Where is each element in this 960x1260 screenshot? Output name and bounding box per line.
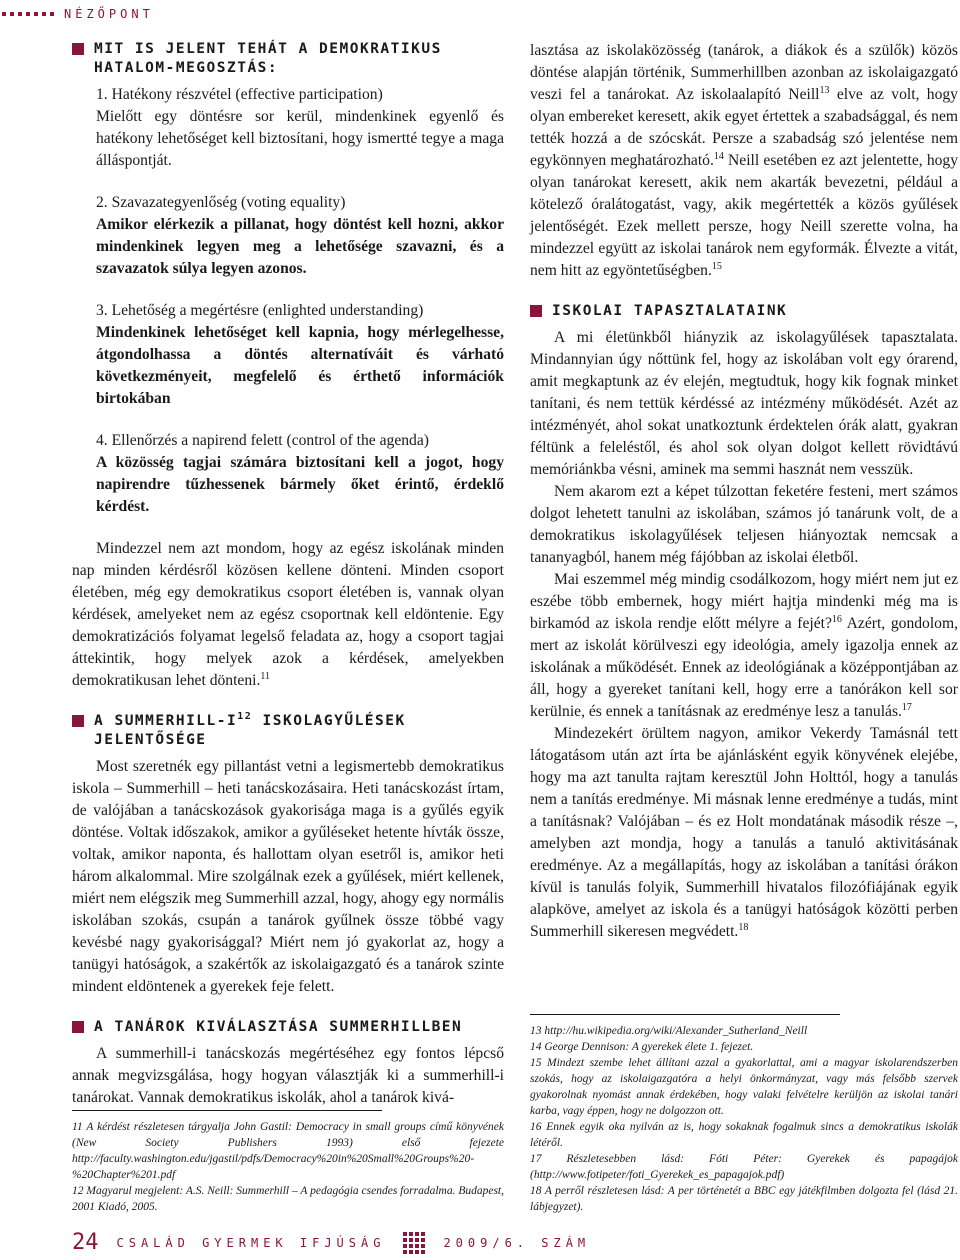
dot (50, 12, 54, 16)
footnote: 16 Ennek egyik oka nyilván az is, hogy sokaknak fogalmuk sincs a demokratikus iskolák létéről. (530, 1121, 958, 1149)
heading-school-experiences (530, 302, 958, 321)
criterion-2-body: Amikor elérkezik a pillanat, hogy döntést kell hozni, akkor mindenkinek legyen meg a lehetősége szavazni, és a szavazatok súlya legyen azonos. (96, 216, 504, 277)
heading-summerhill-meetings (72, 712, 504, 750)
footnote-ref: 11 (260, 670, 271, 682)
criterion-2-title: 2. Szavazategyenlőség (voting equality) (96, 194, 346, 211)
section-title: NÉZŐPONT (64, 7, 154, 21)
footnote-ref: 18 (738, 921, 749, 933)
issue-number: 2009/6. SZÁM (443, 1235, 591, 1250)
page-number: 24 (72, 1230, 99, 1255)
journal-title: CSALÁD GYERMEK IFJÚSÁG (116, 1235, 386, 1250)
footnote: 15 Mindezt szembe lehet állítani azzal a gyakorlattal, ami a magyar iskolarendszerben szokás, hogy az iskolaigazgatóra a helyi önkormányzat, vagy más felsőbb szervek gyakorolnak nyomást annak érdekében, hogy valaki felvételre kerüljön az iskolai tanári karba, vagy éppen, hogy ne dolgozzon ott. (530, 1057, 958, 1117)
body-paragraph: Nem akarom ezt a képet túlzottan feketére festeni, mert számos dolgot lehetett tanulni az iskolában, számos jó tanárunk volt, de a demokratikus iskolagyűlések teljesen hiányoztak nemcsak a tananyagból, hanem még fájóbban az iskolai életből. (530, 483, 958, 566)
footnote-ref: 15 (711, 260, 722, 272)
grid-logo-icon (403, 1232, 425, 1254)
criterion-3-title: 3. Lehetőség a megértésre (enlighted understanding) (96, 302, 424, 319)
criterion-4-body: A közösség tagjai számára biztosítani kell a jogot, hogy napirendre tűzhessenek bármely őket érintő, érdeklő kérdést. (96, 454, 504, 515)
body-paragraph: lasztása az iskolaközösség (tanárok, a diákok és a szülők) közös döntése alapján történik, Summerhillben azonban az iskolaigazgató veszi fel a tanárokat. Az iskolaalapító Neill$^{13}$ elve az volt, hogy olyan embereket keresett, akik egyet értettek a szabadsággal, és nem tették hozzá a de szócskát. Persze a szabadság szó jelentése nem egykönnyen meghatározható.$^{14}$ Neill esetében ez azt jelentette, hogy olyan tanárokat keresett, akik nem akarták bevezetni, például a kötelező óralátogatást, vagy, akik megértették a közös gyűlések jelentőségét. Ezek mellett persze, hogy Neill szerette volna, ha mindezzel együtt az iskolai tanárok nem egyformák. Élvezte a vitát, nem hitt az egyöntetűségben.$^{15}$ (530, 42, 959, 279)
heading-teacher-selection (72, 1018, 504, 1037)
heading-text: A TANÁROK KIVÁLASZTÁSA SUMMERHILLBEN (94, 1019, 463, 1035)
heading-text: ISKOLAI TAPASZTALATAINK (552, 303, 788, 319)
footnote: 14 George Dennison: A gyerekek élete 1. fejezet. (530, 1041, 754, 1053)
footnote: 11 A kérdést részletesen tárgyalja John Gastil: Democracy in small groups című könyvének (New Society Publishers 1993) első fejezete http://faculty.washington.edu/jgastil/pdfs/Democracy%20in%20Small%20Groups%20-%20Chapter%201.pdf (72, 1121, 504, 1181)
footnote-divider (530, 1014, 840, 1015)
left-footnotes (72, 1100, 504, 1215)
heading-text: A SUMMERHILL-$I^{12}$ ISKOLAGYŰLÉSEK JELENTŐSÉGE (94, 711, 406, 748)
dot (42, 12, 46, 16)
section-header (0, 6, 154, 22)
criterion-1-body: Mielőtt egy döntésre sor kerül, mindenkinek egyenlő és hatékony lehetőséget kell biztosítani, hogy ismertté tegye a maga álláspontját. (96, 108, 504, 169)
footnote: 18 A perről részletesen lásd: A per történetét a BBC egy játékfilmben dolgozta fel (lásd 21. lábjegyzet). (530, 1185, 958, 1213)
body-paragraph: A mi életünkből hiányzik az iskolagyűlések tapasztalata. Mindannyian úgy nőttünk fel, hogy az iskolában volt egy órarend, amit megkaptunk az év elején, megtudtuk, hogy kik fognak minket tanítani, és nem tettük kérdéssé az intézmény működését. Azét az intézményét, ahol sokat unatkoztunk érdektelen órák alatt, gyakran féltünk a feleléstől, és ahol sok olyan dolgot kellett rövidtávú memóriánkba vésni, aminek ma semmi hasznát nem vesszük. (530, 329, 958, 478)
body-paragraph: Mindezekért örültem nagyon, amikor Vekerdy Tamásnál tett látogatásom után azt írta be ajánlásként egyik könyvének elejébe, hogy ma azt tanulta rajtam keresztül John Holttól, hogy a tanulás nem a tanítás eredménye. Mi másnak lenne eredménye a tudás, mint a tanításnak? Valójában – és ez Holt mondatának második része –, amelyben azt mondja, hogy a tanulás a tanuló aktivitásának eredménye. Az a megállapítás, hogy az iskolában a tanítási órákon kívül is tanulás folyik, Summerhill hivatalos filozófiájának egyik alapköve, amelyet az iskola és a tanügyi hatóságok közötti perben Summerhill sikeresen megvédett.$^{18}$ (530, 725, 958, 940)
square-bullet-icon (72, 715, 84, 727)
criterion-1-title: 1. Hatékony részvétel (effective participation) (96, 86, 383, 103)
dot (10, 12, 14, 16)
right-footnotes (530, 1004, 958, 1215)
body-paragraph: A summerhill-i tanácskozás megértéséhez egy fontos lépcső annak megvizsgálása, hogy hogyan választják ki a summerhill-i tanárokat. Vannak demokratikus iskolák, ahol a tanárok kivá- (72, 1045, 504, 1106)
dot (26, 12, 30, 16)
footnote-ref: 17 (901, 701, 912, 713)
left-column (72, 40, 504, 1109)
footnote-ref: 16 (831, 613, 842, 625)
heading-text: MIT IS JELENT TEHÁT A DEMOKRATIKUS HATALOM-MEGOSZTÁS: (94, 41, 442, 76)
square-bullet-icon (72, 1021, 84, 1033)
body-paragraph: Most szeretnék egy pillantást vetni a legismertebb demokratikus iskola – Summerhill – heti tanácskozásaira. Heti tanácskozást írtam, de valójában a tanácskozások gyakorisága maga is a gyűlés egyik döntése. Voltak időszakok, amikor a gyűléseket hetente hívták össze, voltak, amikor naponta, és hallottam olyan esetről is, amikor heti három alkalommal. Mire szolgálnak ezek a gyűlések, miért kellenek, miért nem elégszik meg Summerhill azzal, hogy, ahogy egy normális iskolában szokás, csupán a tanárok gyűlnek össze többé vagy kevésbé nagy gyakorisággal? Miért nem jó gyakorlat az, hogy a tanügyi hatóságok, a szakértők az iskolaigazgató és a tanárok szinte mindent eldöntenek a gyerekek feje felett. (72, 758, 504, 995)
footnote: 12 Magyarul megjelent: A.S. Neill: Summerhill – A pedagógia csendes forradalma. Budapest, 2001 Kiadó, 2005. (72, 1185, 504, 1213)
square-bullet-icon (72, 43, 84, 55)
criterion-3-body: Mindenkinek lehetőséget kell kapnia, hogy mérlegelhesse, átgondolhassa a döntés alternatíváit és várható következményeit, megfelelő és érthető információk birtokában (96, 324, 504, 407)
dot (18, 12, 22, 16)
dot (2, 12, 6, 16)
footnote-divider (72, 1110, 382, 1111)
footnote-ref: 14 (713, 150, 724, 162)
criterion-4-title: 4. Ellenőrzés a napirend felett (control of the agenda) (96, 432, 429, 449)
dot (34, 12, 38, 16)
heading-democratic-power (72, 40, 504, 78)
square-bullet-icon (530, 305, 542, 317)
right-column (530, 40, 958, 943)
body-paragraph: Mindezzel nem azt mondom, hogy az egész iskolának minden nap minden kérdésről közösen kellene dönteni. Minden csoport életében, még egy demokratikus csoport életében is, vannak olyan kérdések, amelyeket nem az egész csoportnak kell eldöntenie. Egy demokratizációs folyamat legelső feladata az, hogy a csoport tagjai áttekintik, hogy melyek azok a kérdések, amelyekben demokratikusan lehet dönteni.$^{11}$ (72, 540, 504, 689)
footnote-ref: 13 (819, 84, 830, 96)
footnote-ref: 12 (237, 711, 253, 723)
footnote: 17 Részletesebben lásd: Fóti Péter: Gyerekek és papagájok (http://www.fotipeter/foti_Gyerekek_es_papagajok.pdf) (530, 1153, 958, 1181)
body-paragraph: Mai eszemmel még mindig csodálkozom, hogy miért nem jut ez eszébe több embernek, hogy miért hajtja mindenki még ma is birkamód az iskola rendje előtt mélyre a fejét?$^{16}$ Azért, gondolom, mert az iskolát körülveszi egy ideológia, amely igazolja ennek az iskolának a működését. Ennek az ideológiának a középpontjában az áll, hogy a gyereket tanítani kell, hogy erre a tanórákon kell sor kerülnie, és ennek a tanításnak az eredménye lesz a tanulás.$^{17}$ (530, 571, 958, 720)
footnote: 13 http://hu.wikipedia.org/wiki/Alexander_Sutherland_Neill (530, 1025, 808, 1037)
decorative-dots (2, 12, 54, 16)
page-footer (72, 1230, 590, 1255)
